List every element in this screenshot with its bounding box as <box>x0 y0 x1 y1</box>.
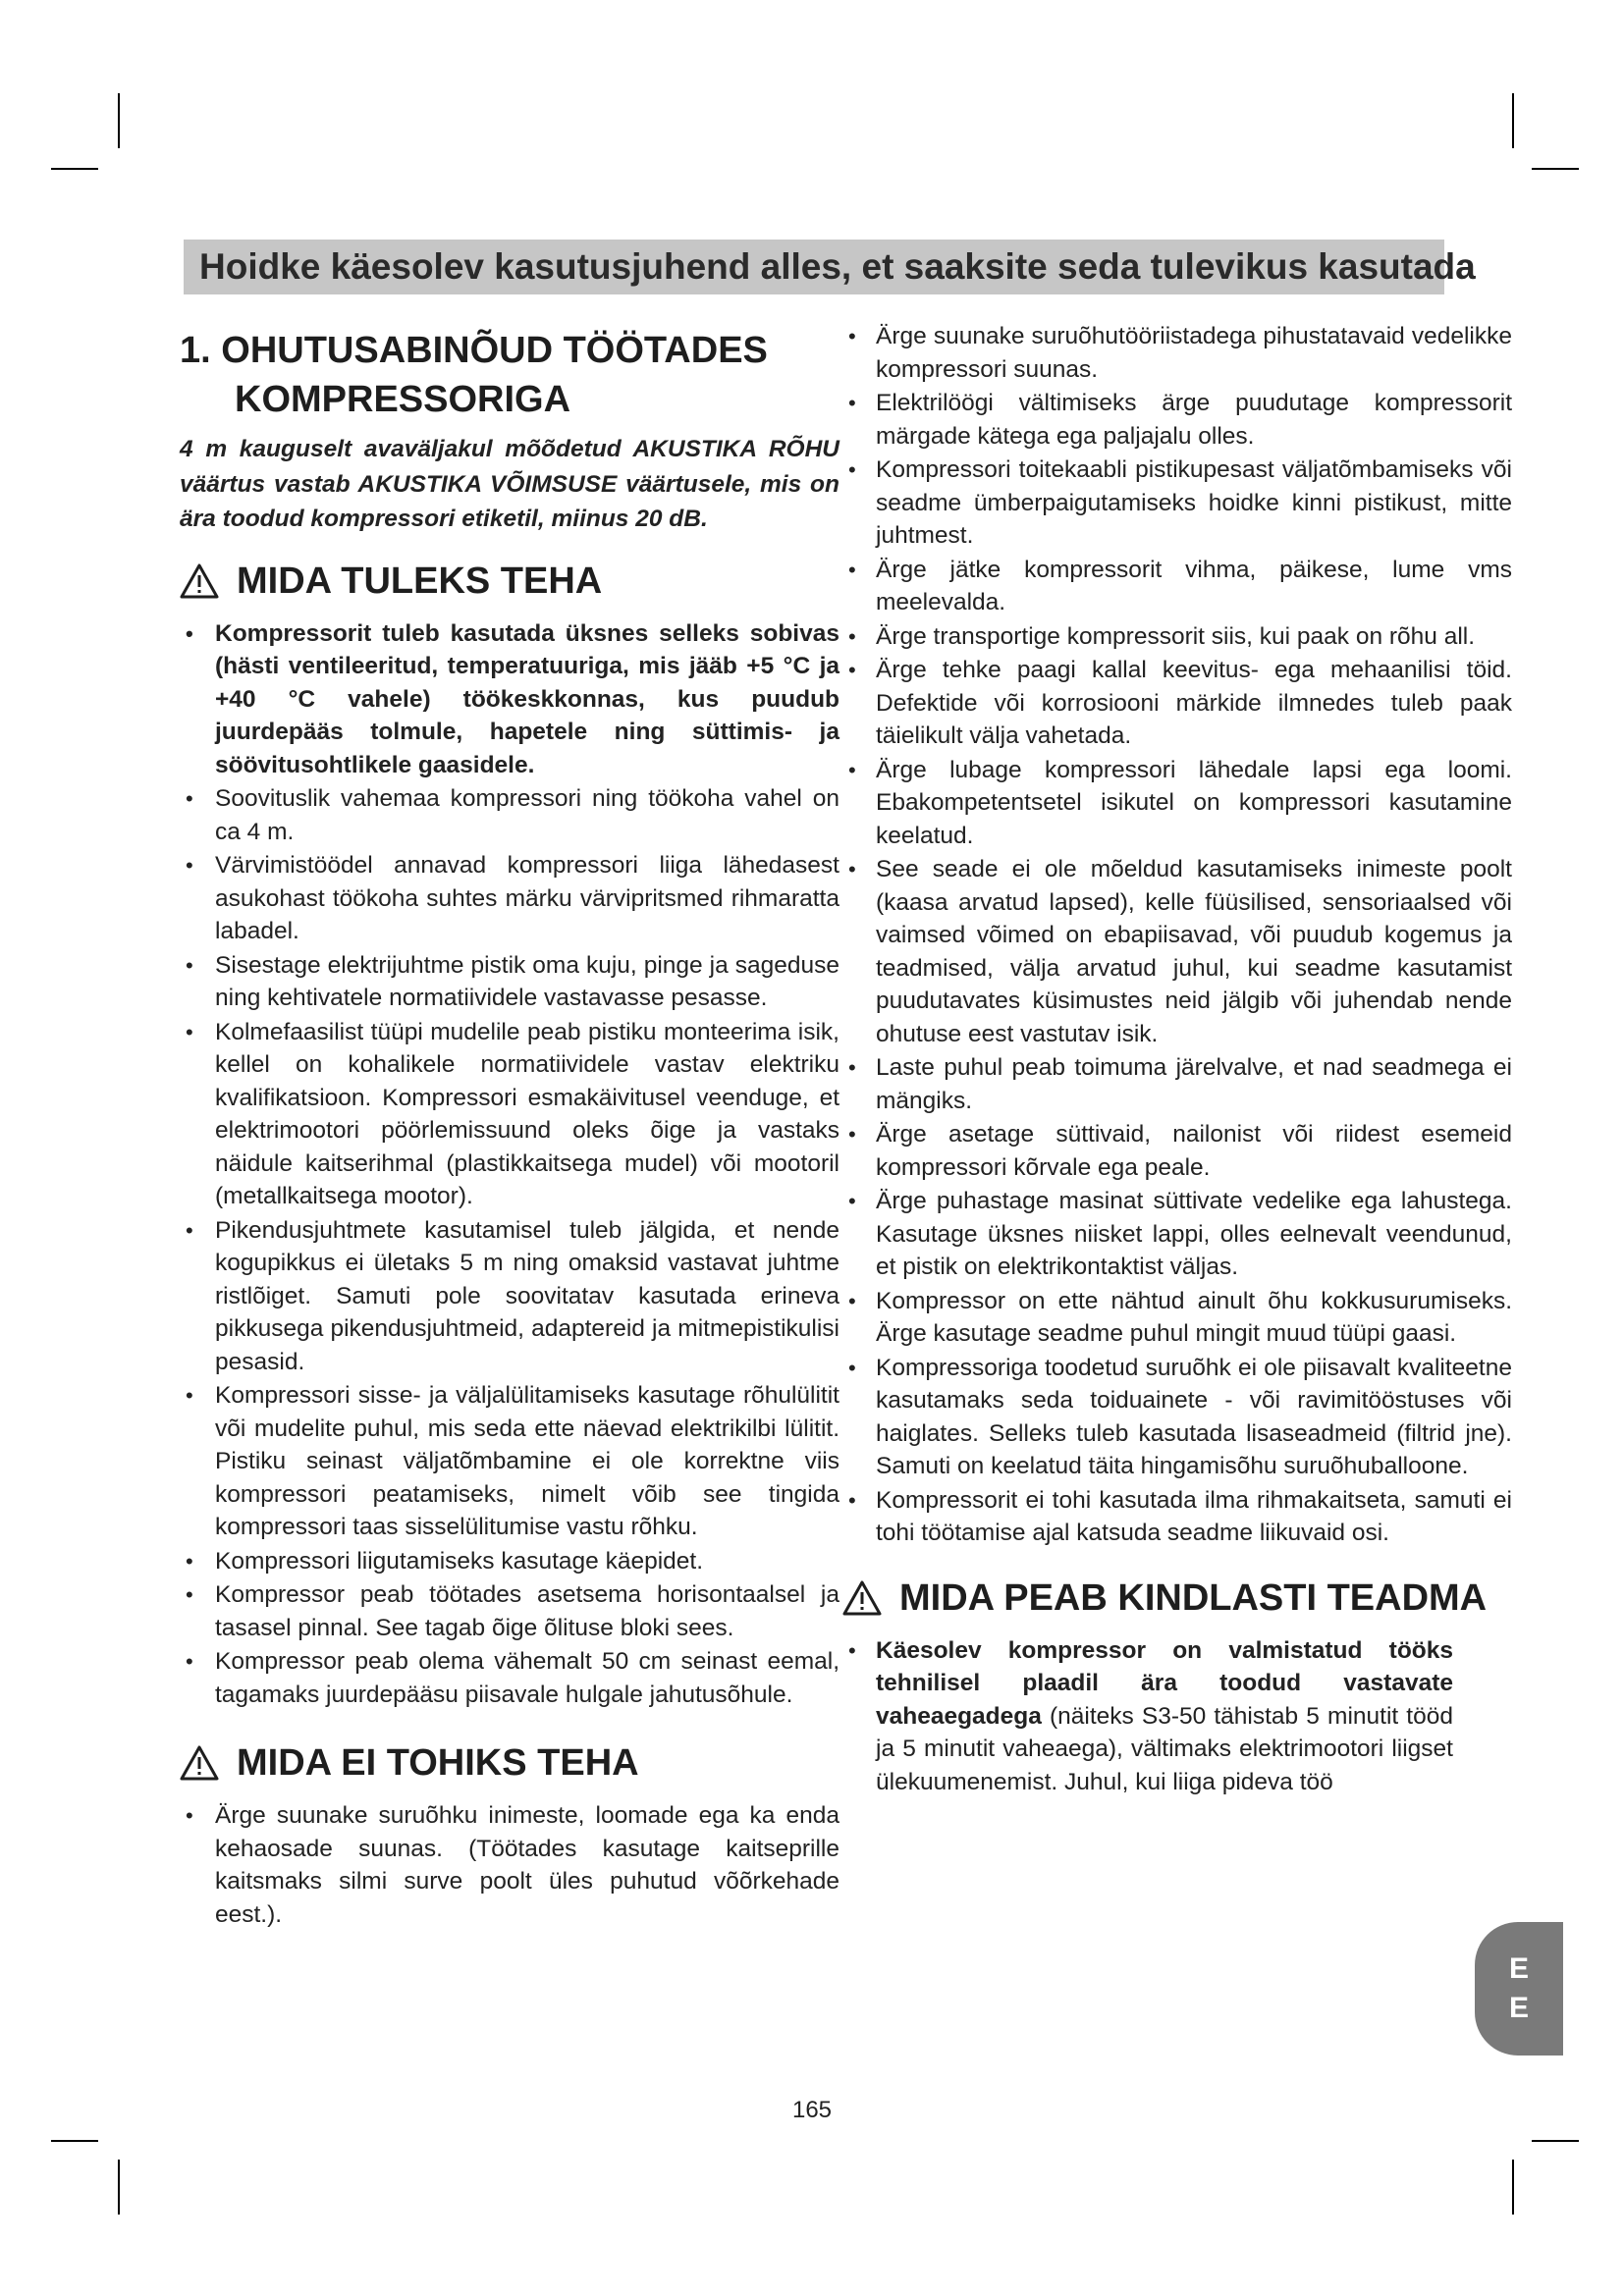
list-item: • Kompressorit ei tohi kasutada ilma rihmakaitseta, samuti ei tohi töötamise ajal katsuda seadme liikuvaid osi. <box>842 1484 1512 1550</box>
must-know-list <box>842 1634 1512 1799</box>
list-item: • Kolmefaasilist tüüpi mudelile peab pistiku monteerima isik, kellel on kohalikele normatiividele vastav elektriku kvalifikatsioon. Kompressori esmakäivitusel veenduge, et elektrimootori pöörlemissuund oleks õige ja vastaks näidule kaitserihmal (plastikkaitsega mudel) või mootoril (metallkaitsega mootor). <box>180 1016 839 1213</box>
crop-mark <box>51 2140 98 2142</box>
section-number: 1. <box>180 330 211 371</box>
crop-mark <box>118 93 120 148</box>
do-title: MIDA TULEKS TEHA <box>237 560 603 602</box>
crop-mark <box>1532 2140 1579 2142</box>
list-item: • Ärge puhastage masinat süttivate vedelike ega lahustega. Kasutage üksnes niisket lappi, olles eelnevalt veendunud, et pistik on elektrikontaktist väljas. <box>842 1185 1512 1284</box>
crop-mark <box>118 2160 120 2215</box>
list-item: • Ärge tehke paagi kallal keevitus- ega mehaanilisi töid. Defektide või korrosiooni märkide ilmnedes tuleb paak täielikult välja vahetada. <box>842 654 1512 753</box>
left-column <box>180 320 839 1932</box>
list-item: • Kompressor on ette nähtud ainult õhu kokkusurumiseks. Ärge kasutage seadme puhul mingit muud tüüpi gaasi. <box>842 1285 1512 1351</box>
list-item: • Värvimistöödel annavad kompressori liiga lähedasest asukohast töökoha suhtes märku värvipritsmed rihmaratta labadel. <box>180 849 839 948</box>
language-tab-line1: E <box>1508 1952 1529 1985</box>
list-item: • Ärge suunake suruõhku inimeste, loomade ega ka enda kehaosade suunas. (Töötades kasutage kaitseprille kaitsmaks silmi surve poolt üles puhutud võõrkehade eest.). <box>180 1799 839 1931</box>
warning-triangle-icon <box>180 563 219 599</box>
list-item: • Kompressor peab töötades asetsema horisontaalsel ja tasasel pinnal. See tagab õige õlituse bloki sees. <box>180 1578 839 1644</box>
list-item: • See seade ei ole mõeldud kasutamiseks inimeste poolt (kaasa arvatud lapsed), kelle füüsilised, sensoriaalsed või vaimsed võimed on ebapiisavad, või puudub kogemus ja teadmised, välja arvatud juhul, kui seadme kasutamist puudutavates küsimustes neid jälgib või juhendab nende ohutuse eest vastutav isik. <box>842 853 1512 1050</box>
must-know-rest: (näiteks S3-50 tähistab 5 minutit tööd ja 5 minutit vaheaega), vältimaks elektrimootori liigset ülekuumenemist. Juhul, kui liiga pideva töö <box>876 1702 1453 1795</box>
list-item: • Soovituslik vahemaa kompressori ning töökoha vahel on ca 4 m. <box>180 782 839 848</box>
crop-mark <box>1532 168 1579 170</box>
dont-heading <box>180 1740 839 1786</box>
right-column <box>842 320 1512 1799</box>
section-title-line1: OHUTUSABINÕUD TÖÖTADES <box>221 330 768 371</box>
language-tab <box>1475 1922 1563 2056</box>
list-item: • Kompressori sisse- ja väljalülitamiseks kasutage rõhulülitit või mudelite puhul, mis seda ette näevad elektrikilbi lülitit. Pistiku seinast väljatõmbamine ei ole korrektne viis kompressori peatamiseks, nimelt võib see tingida kompressori taas sisselülitumise vastu rõhku. <box>180 1379 839 1544</box>
warning-triangle-icon <box>180 1745 219 1781</box>
language-tab-line2: E <box>1508 1992 1529 2024</box>
dont-list-continued <box>842 320 1512 1550</box>
list-item: • Kompressor peab olema vähemalt 50 cm seinast eemal, tagamaks juurdepääsu piisavale hulgale jahutusõhule. <box>180 1645 839 1711</box>
acoustic-intro: 4 m kauguselt avaväljakul mõõdetud AKUSTIKA RÕHU väärtus vastab AKUSTIKA VÕIMSUSE väärtusele, mis on ära toodud kompressori etiketil, miinus 20 dB. <box>180 436 839 532</box>
list-item <box>842 1634 1512 1799</box>
list-item: • Ärge jätke kompressorit vihma, päikese, lume vms meelevalda. <box>842 554 1512 619</box>
crop-mark <box>51 168 98 170</box>
crop-mark <box>1512 93 1514 148</box>
list-item: • Kompressorit tuleb kasutada üksnes selleks sobivas (hästi ventileeritud, temperatuuriga, mis jääb +5 °C ja +40 °C vahele) töökeskkonnas, kus puudub juurdepääs tolmule, hapetele ning süttimis- ja söövitusohtlikele gaasidele. <box>180 617 839 782</box>
do-list <box>180 617 839 1712</box>
dont-list-start <box>180 1799 839 1931</box>
must-know-title: MIDA PEAB KINDLASTI TEADMA <box>899 1576 1488 1619</box>
list-item: • Pikendusjuhtmete kasutamisel tuleb jälgida, et nende kogupikkus ei ületaks 5 m ning omaksid vastavat juhtme ristlõiget. Samuti pole soovitatav kasutada erineva pikkusega pikendusjuhtmeid, adaptereid ja mitmepistikulisi pesasid. <box>180 1214 839 1379</box>
crop-mark <box>1512 2160 1514 2215</box>
list-item: • Laste puhul peab toimuma järelvalve, et nad seadmega ei mängiks. <box>842 1051 1512 1117</box>
page-banner: Hoidke käesolev kasutusjuhend alles, et saaksite seda tulevikus kasutada <box>184 240 1444 294</box>
list-item: • Kompressori toitekaabli pistikupesast väljatõmbamiseks või seadme ümberpaigutamiseks hoidke kinni pistikust, mitte juhtmest. <box>842 454 1512 553</box>
list-item: • Ärge suunake suruõhutööriistadega pihustatavaid vedelikke kompressori suunas. <box>842 320 1512 386</box>
list-item: • Ärge transportige kompressorit siis, kui paak on rõhu all. <box>842 620 1512 654</box>
list-item: • Sisestage elektrijuhtme pistik oma kuju, pinge ja sageduse ning kehtivatele normatiividele vastavasse pesasse. <box>180 949 839 1015</box>
do-heading <box>180 559 839 604</box>
list-item: • Kompressoriga toodetud suruõhk ei ole piisavalt kvaliteetne kasutamaks seda toiduainete - või ravimitööstuses või haiglates. Selleks tuleb kasutada lisaseadmeid (filtrid jne). Samuti on keelatud täita hingamisõhu suruõhuballoone. <box>842 1352 1512 1483</box>
warning-triangle-icon <box>842 1580 882 1616</box>
dont-title: MIDA EI TOHIKS TEHA <box>237 1742 639 1784</box>
section-title-line2: KOMPRESSORIGA <box>235 379 571 420</box>
list-item: • Elektrilöögi vältimiseks ärge puudutage kompressorit märgade kätega ega paljajalu olles. <box>842 387 1512 453</box>
must-know-heading <box>842 1575 1512 1621</box>
list-item: • Kompressori liigutamiseks kasutage käepidet. <box>180 1545 839 1578</box>
list-item: • Ärge lubage kompressori lähedale lapsi ega loomi. Ebakompetentsetel isikutel on kompressori kasutamine keelatud. <box>842 754 1512 853</box>
list-item: • Ärge asetage süttivaid, nailonist või riidest esemeid kompressori kõrvale ega peale. <box>842 1118 1512 1184</box>
page-number: 165 <box>791 2097 833 2123</box>
must-know-bold: Käesolev kompressor on valmistatud tööks tehnilisel plaadil ära toodud vastavate vaheaegadega <box>876 1636 1453 1730</box>
section-title <box>180 326 839 424</box>
